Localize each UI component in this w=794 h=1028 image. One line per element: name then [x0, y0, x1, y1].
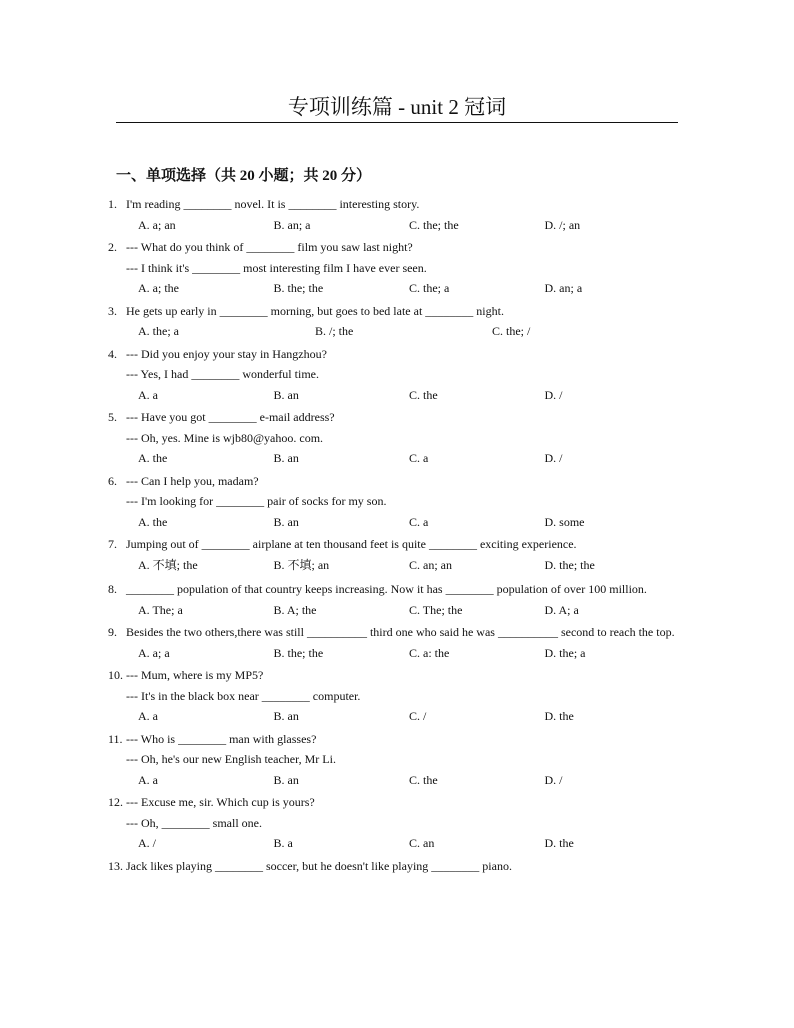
answer-option: A. a: [138, 387, 158, 402]
answer-option: A. a: [138, 709, 158, 723]
answer-option: A. a: [138, 772, 158, 787]
question-number: 10.: [108, 668, 123, 682]
answer-option: C. /: [409, 709, 427, 723]
question-text: --- Have you got ________ e-mail address?: [126, 410, 335, 424]
answer-option: C. a: [409, 514, 429, 529]
answer-option: D. the: [544, 709, 574, 723]
question-line: [108, 622, 680, 643]
question-line: [108, 686, 680, 707]
answer-option: B. an: [273, 772, 299, 787]
question-4: [108, 344, 680, 406]
question-line: [108, 534, 680, 555]
answer-option: D. /: [544, 451, 563, 465]
question-line: [108, 258, 680, 279]
question-text: --- It's in the black box near ________ computer.: [126, 688, 361, 703]
answer-option: D. /: [544, 387, 563, 402]
question-13: [108, 856, 680, 877]
answer-options: [108, 833, 680, 854]
answer-option: A. a; an: [138, 217, 176, 232]
question-line: [108, 491, 680, 512]
question-text: ________ population of that country keeps increasing. Now it has ________ population of over 100 million.: [126, 582, 647, 596]
question-line: [108, 729, 680, 750]
answer-option: A. the: [138, 451, 168, 465]
answer-options: [108, 555, 680, 576]
question-number: 5.: [108, 410, 117, 424]
answer-option: B. /; the: [315, 324, 354, 338]
question-number: 13.: [108, 858, 123, 873]
answer-option: D. the: [544, 836, 574, 850]
question-text: --- Who is ________ man with glasses?: [126, 731, 317, 746]
question-line: [108, 194, 680, 215]
question-text: --- I think it's ________ most interesting film I have ever seen.: [126, 260, 427, 275]
answer-option: B. the; the: [273, 645, 324, 660]
question-line: [108, 749, 680, 770]
answer-options: [108, 448, 680, 469]
answer-option: C. the: [409, 772, 438, 787]
question-text: --- Mum, where is my MP5?: [126, 668, 264, 682]
question-line: [108, 344, 680, 365]
answer-option: D. the; the: [544, 557, 595, 572]
answer-option: D. some: [544, 514, 585, 529]
answer-option: D. the; a: [544, 645, 586, 660]
question-9: [108, 622, 680, 663]
question-list: [108, 194, 680, 878]
question-number: 11.: [108, 731, 123, 746]
question-7: [108, 534, 680, 575]
title-underline: [116, 122, 678, 123]
answer-option: C. the; the: [409, 217, 459, 232]
answer-options: [108, 770, 680, 791]
answer-option: B. the; the: [273, 281, 324, 295]
question-text: Jumping out of ________ airplane at ten thousand feet is quite ________ exciting experience.: [126, 537, 577, 551]
answer-options: [108, 215, 680, 236]
answer-option: C. a: the: [409, 645, 450, 660]
question-8: [108, 579, 680, 620]
answer-option: D. /: [544, 772, 563, 787]
answer-option: C. the; a: [409, 281, 450, 295]
question-text: I'm reading ________ novel. It is ________ interesting story.: [126, 197, 420, 211]
question-6: [108, 471, 680, 533]
answer-option: A. a; the: [138, 281, 179, 295]
answer-option: A. a; a: [138, 645, 170, 660]
question-2: [108, 237, 680, 299]
page-title: 专项训练篇 - unit 2 冠词: [287, 95, 507, 119]
question-text: Besides the two others,there was still __________ third one who said he was __________ second to reach the top.: [126, 625, 675, 639]
answer-option: D. A; a: [544, 602, 579, 617]
question-text: --- What do you think of ________ film you saw last night?: [126, 240, 413, 254]
question-text: --- Oh, yes. Mine is wjb80@yahoo. com.: [126, 430, 324, 445]
question-number: 2.: [108, 240, 117, 254]
question-line: [108, 428, 680, 449]
answer-options: [108, 321, 680, 342]
question-line: [108, 579, 680, 600]
question-line: [108, 856, 680, 877]
answer-options: [108, 385, 680, 406]
answer-option: C. an; an: [409, 557, 452, 572]
question-number: 12.: [108, 795, 123, 809]
answer-option: B. an; a: [273, 217, 311, 232]
question-line: [108, 471, 680, 492]
question-line: [108, 407, 680, 428]
question-number: 9.: [108, 625, 117, 639]
question-number: 1.: [108, 197, 117, 211]
answer-option: C. the; /: [492, 324, 531, 338]
question-text: --- I'm looking for ________ pair of socks for my son.: [126, 494, 387, 508]
question-text: --- Oh, he's our new English teacher, Mr Li.: [126, 752, 336, 766]
answer-options: [108, 512, 680, 533]
answer-options: [108, 706, 680, 727]
question-text: --- Oh, ________ small one.: [126, 815, 262, 830]
answer-option: B. an: [273, 451, 299, 465]
question-text: --- Can I help you, madam?: [126, 473, 259, 488]
answer-option: B. an: [273, 709, 299, 723]
answer-option: B. an: [273, 387, 299, 402]
question-line: [108, 301, 680, 322]
question-line: [108, 237, 680, 258]
question-number: 6.: [108, 473, 117, 488]
answer-option: C. an: [409, 836, 435, 850]
question-5: [108, 407, 680, 469]
question-text: --- Did you enjoy your stay in Hangzhou?: [126, 346, 327, 361]
answer-option: B. 不填; an: [273, 557, 330, 572]
answer-option: B. a: [273, 836, 293, 850]
question-number: 3.: [108, 303, 117, 318]
answer-option: B. A; the: [273, 602, 317, 617]
question-number: 8.: [108, 582, 117, 596]
answer-option: C. a: [409, 451, 429, 465]
question-3: [108, 301, 680, 342]
answer-option: B. an: [273, 514, 299, 529]
answer-option: A. /: [138, 836, 156, 850]
question-number: 7.: [108, 537, 117, 551]
question-text: --- Excuse me, sir. Which cup is yours?: [126, 795, 315, 809]
answer-options: [108, 643, 680, 664]
question-1: [108, 194, 680, 235]
answer-option: C. the: [409, 387, 438, 402]
question-text: Jack likes playing ________ soccer, but he doesn't like playing ________ piano.: [126, 858, 512, 873]
question-10: [108, 665, 680, 727]
answer-option: A. the: [138, 514, 168, 529]
answer-option: C. The; the: [409, 602, 463, 617]
question-line: [108, 364, 680, 385]
question-line: [108, 665, 680, 686]
question-text: He gets up early in ________ morning, but goes to bed late at ________ night.: [126, 303, 504, 318]
section-heading: 一、单项选择（共 20 小题；共 20 分）: [116, 168, 372, 184]
question-line: [108, 792, 680, 813]
question-12: [108, 792, 680, 854]
answer-options: [108, 600, 680, 621]
question-text: --- Yes, I had ________ wonderful time.: [126, 367, 319, 381]
answer-option: D. an; a: [544, 281, 583, 295]
answer-option: A. 不填; the: [138, 557, 198, 572]
answer-option: A. the; a: [138, 324, 179, 338]
question-11: [108, 729, 680, 791]
question-number: 4.: [108, 346, 117, 361]
answer-options: [108, 278, 680, 299]
answer-option: D. /; an: [544, 217, 581, 232]
question-line: [108, 813, 680, 834]
answer-option: A. The; a: [138, 602, 183, 617]
